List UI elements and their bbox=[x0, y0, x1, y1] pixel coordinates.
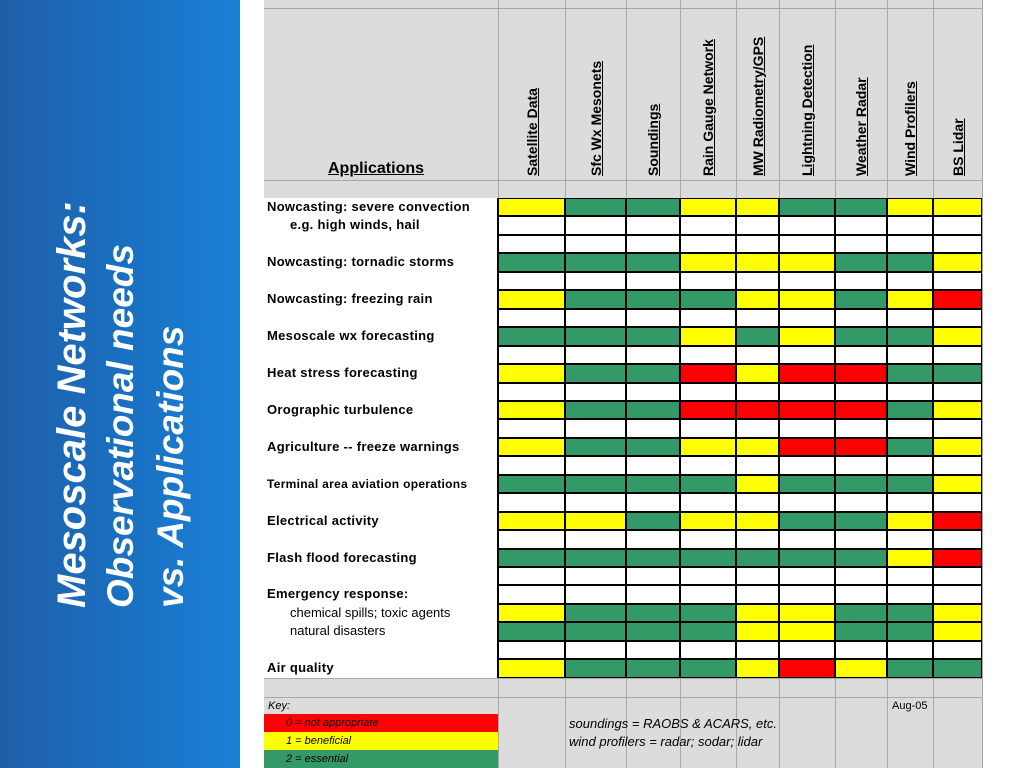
rating-cell bbox=[736, 475, 779, 493]
empty-cell bbox=[933, 567, 982, 585]
empty-cell bbox=[565, 346, 626, 364]
rating-cell bbox=[835, 290, 887, 309]
row-label-cell bbox=[264, 383, 498, 401]
empty-cell bbox=[565, 419, 626, 438]
column-header: Weather Radar bbox=[853, 77, 869, 176]
rating-cell bbox=[933, 475, 982, 493]
row-label: natural disasters bbox=[290, 623, 386, 638]
row-label: Nowcasting: freezing rain bbox=[267, 291, 433, 306]
rating-cell bbox=[736, 198, 779, 216]
empty-cell bbox=[498, 530, 565, 549]
rating-cell bbox=[680, 475, 736, 493]
rating-cell bbox=[565, 364, 626, 383]
empty-cell bbox=[736, 235, 779, 253]
rating-cell bbox=[498, 604, 565, 622]
empty-cell bbox=[498, 419, 565, 438]
rating-cell bbox=[779, 659, 835, 678]
rating-cell bbox=[835, 622, 887, 641]
empty-cell bbox=[779, 567, 835, 585]
rating-cell bbox=[626, 604, 680, 622]
rating-cell bbox=[565, 622, 626, 641]
empty-cell bbox=[933, 530, 982, 549]
empty-cell bbox=[933, 383, 982, 401]
empty-cell bbox=[779, 456, 835, 475]
empty-cell bbox=[565, 456, 626, 475]
empty-cell bbox=[736, 419, 779, 438]
rating-cell bbox=[498, 659, 565, 678]
rating-cell bbox=[565, 327, 626, 346]
rating-cell bbox=[680, 327, 736, 346]
key-text-1: 1 = beneficial bbox=[286, 735, 352, 747]
rating-cell bbox=[887, 327, 933, 346]
rating-cell bbox=[779, 253, 835, 272]
rating-cell bbox=[498, 198, 565, 216]
empty-cell bbox=[680, 272, 736, 290]
rating-cell bbox=[680, 622, 736, 641]
empty-cell bbox=[565, 309, 626, 327]
rating-cell bbox=[736, 438, 779, 456]
key-text-2: 2 = essential bbox=[286, 753, 349, 765]
rating-cell bbox=[887, 604, 933, 622]
empty-cell bbox=[887, 216, 933, 235]
grid-line-horizontal bbox=[264, 697, 982, 698]
empty-cell bbox=[933, 235, 982, 253]
column-header: Soundings bbox=[645, 103, 661, 176]
empty-cell bbox=[887, 530, 933, 549]
rating-cell bbox=[779, 604, 835, 622]
rating-cell bbox=[835, 475, 887, 493]
empty-cell bbox=[498, 272, 565, 290]
empty-cell bbox=[680, 567, 736, 585]
rating-cell bbox=[680, 604, 736, 622]
row-label: Nowcasting: severe convection bbox=[267, 199, 471, 214]
slide-title: Mesoscale Networks: bbox=[50, 201, 94, 608]
row-label: Terminal area aviation operations bbox=[267, 477, 468, 491]
empty-cell bbox=[736, 456, 779, 475]
rating-cell bbox=[933, 604, 982, 622]
rating-cell bbox=[565, 253, 626, 272]
rating-cell bbox=[835, 401, 887, 419]
column-header: Wind Profilers bbox=[902, 81, 918, 176]
rating-cell bbox=[933, 364, 982, 383]
row-label: Orographic turbulence bbox=[267, 402, 414, 417]
empty-cell bbox=[779, 585, 835, 604]
empty-cell bbox=[736, 216, 779, 235]
empty-cell bbox=[779, 419, 835, 438]
rating-cell bbox=[626, 622, 680, 641]
rating-cell bbox=[626, 290, 680, 309]
row-label: Air quality bbox=[267, 660, 334, 675]
empty-cell bbox=[779, 530, 835, 549]
empty-cell bbox=[887, 419, 933, 438]
empty-cell bbox=[680, 456, 736, 475]
rating-cell bbox=[887, 512, 933, 530]
rating-cell bbox=[933, 401, 982, 419]
empty-cell bbox=[887, 456, 933, 475]
rating-cell bbox=[680, 290, 736, 309]
empty-cell bbox=[887, 641, 933, 659]
empty-cell bbox=[498, 567, 565, 585]
rating-cell bbox=[498, 253, 565, 272]
applications-header: Applications bbox=[328, 160, 425, 177]
empty-cell bbox=[835, 419, 887, 438]
rating-cell bbox=[887, 549, 933, 567]
empty-cell bbox=[626, 456, 680, 475]
rating-cell bbox=[680, 659, 736, 678]
empty-cell bbox=[565, 383, 626, 401]
rating-cell bbox=[887, 253, 933, 272]
rating-cell bbox=[736, 512, 779, 530]
empty-cell bbox=[933, 346, 982, 364]
row-label: chemical spills; toxic agents bbox=[290, 605, 451, 620]
rating-cell bbox=[626, 253, 680, 272]
empty-cell bbox=[835, 216, 887, 235]
empty-cell bbox=[498, 493, 565, 512]
rating-cell bbox=[565, 198, 626, 216]
rating-cell bbox=[565, 475, 626, 493]
slide-subtitle-line2: vs. Applications bbox=[150, 325, 191, 608]
column-header: BS Lidar bbox=[949, 118, 966, 176]
rating-cell bbox=[779, 438, 835, 456]
rating-cell bbox=[933, 327, 982, 346]
row-label: Electrical activity bbox=[267, 513, 379, 528]
note-soundings: soundings = RAOBS & ACARS, etc. bbox=[569, 716, 777, 731]
rating-cell bbox=[498, 290, 565, 309]
date-label: Aug-05 bbox=[892, 700, 928, 712]
empty-cell bbox=[779, 383, 835, 401]
rating-cell bbox=[680, 401, 736, 419]
empty-cell bbox=[680, 235, 736, 253]
column-header: Rain Gauge Network bbox=[700, 39, 716, 176]
rating-cell bbox=[933, 253, 982, 272]
empty-cell bbox=[779, 309, 835, 327]
rating-cell bbox=[626, 549, 680, 567]
rating-cell bbox=[565, 290, 626, 309]
rating-cell bbox=[779, 290, 835, 309]
empty-cell bbox=[779, 216, 835, 235]
column-header: MW Radiometry/GPS bbox=[749, 36, 766, 176]
grid-line-horizontal bbox=[264, 180, 982, 181]
empty-cell bbox=[736, 641, 779, 659]
empty-cell bbox=[565, 493, 626, 512]
rating-cell bbox=[626, 364, 680, 383]
grid-line-horizontal bbox=[264, 8, 982, 9]
rating-cell bbox=[736, 622, 779, 641]
empty-cell bbox=[498, 456, 565, 475]
empty-cell bbox=[680, 346, 736, 364]
empty-cell bbox=[887, 585, 933, 604]
rating-cell bbox=[736, 604, 779, 622]
empty-cell bbox=[887, 383, 933, 401]
empty-cell bbox=[835, 346, 887, 364]
empty-cell bbox=[779, 272, 835, 290]
row-label: Flash flood forecasting bbox=[267, 550, 417, 565]
rating-cell bbox=[933, 198, 982, 216]
row-label: Agriculture -- freeze warnings bbox=[267, 439, 460, 454]
empty-cell bbox=[626, 216, 680, 235]
rating-cell bbox=[933, 622, 982, 641]
empty-cell bbox=[736, 272, 779, 290]
rating-cell bbox=[835, 198, 887, 216]
empty-cell bbox=[498, 309, 565, 327]
rating-cell bbox=[835, 253, 887, 272]
rating-cell bbox=[779, 475, 835, 493]
rating-cell bbox=[498, 438, 565, 456]
grid-line-horizontal bbox=[264, 678, 982, 679]
rating-cell bbox=[498, 327, 565, 346]
rating-cell bbox=[565, 401, 626, 419]
empty-cell bbox=[835, 272, 887, 290]
empty-cell bbox=[626, 567, 680, 585]
empty-cell bbox=[736, 493, 779, 512]
rating-cell bbox=[626, 512, 680, 530]
rating-cell bbox=[887, 438, 933, 456]
empty-cell bbox=[933, 216, 982, 235]
rating-cell bbox=[498, 475, 565, 493]
empty-cell bbox=[565, 235, 626, 253]
rating-cell bbox=[498, 512, 565, 530]
rating-cell bbox=[680, 253, 736, 272]
empty-cell bbox=[779, 346, 835, 364]
empty-cell bbox=[736, 383, 779, 401]
empty-cell bbox=[835, 383, 887, 401]
empty-cell bbox=[680, 419, 736, 438]
empty-cell bbox=[498, 216, 565, 235]
empty-cell bbox=[933, 493, 982, 512]
rating-cell bbox=[498, 401, 565, 419]
empty-cell bbox=[779, 235, 835, 253]
rating-cell bbox=[498, 622, 565, 641]
empty-cell bbox=[887, 346, 933, 364]
empty-cell bbox=[835, 235, 887, 253]
column-header: Sfc Wx Mesonets bbox=[587, 60, 604, 176]
rating-cell bbox=[565, 659, 626, 678]
empty-cell bbox=[736, 567, 779, 585]
rating-cell bbox=[933, 512, 982, 530]
rating-cell bbox=[933, 438, 982, 456]
empty-cell bbox=[887, 493, 933, 512]
grid-line-vertical bbox=[982, 0, 983, 768]
rating-cell bbox=[835, 364, 887, 383]
rating-cell bbox=[736, 659, 779, 678]
row-label-cell bbox=[264, 235, 498, 253]
empty-cell bbox=[680, 493, 736, 512]
rating-cell bbox=[835, 327, 887, 346]
empty-cell bbox=[498, 346, 565, 364]
rating-cell bbox=[887, 622, 933, 641]
empty-cell bbox=[835, 585, 887, 604]
rating-cell bbox=[887, 290, 933, 309]
row-label-cell bbox=[264, 419, 498, 438]
row-label-cell bbox=[264, 641, 498, 659]
empty-cell bbox=[680, 309, 736, 327]
rating-cell bbox=[736, 253, 779, 272]
rating-cell bbox=[680, 512, 736, 530]
empty-cell bbox=[835, 530, 887, 549]
rating-cell bbox=[680, 438, 736, 456]
row-label: e.g. high winds, hail bbox=[290, 217, 420, 232]
empty-cell bbox=[626, 309, 680, 327]
row-label-cell bbox=[264, 567, 498, 585]
key-label: Key: bbox=[268, 700, 291, 712]
empty-cell bbox=[626, 493, 680, 512]
empty-cell bbox=[626, 641, 680, 659]
empty-cell bbox=[498, 585, 565, 604]
empty-cell bbox=[626, 419, 680, 438]
empty-cell bbox=[626, 346, 680, 364]
key-text-0: 0 = not appropriate bbox=[286, 717, 379, 729]
empty-cell bbox=[835, 567, 887, 585]
empty-cell bbox=[565, 567, 626, 585]
rating-cell bbox=[680, 198, 736, 216]
rating-cell bbox=[626, 401, 680, 419]
rating-cell bbox=[736, 327, 779, 346]
rating-cell bbox=[887, 198, 933, 216]
rating-cell bbox=[779, 549, 835, 567]
rating-cell bbox=[835, 549, 887, 567]
empty-cell bbox=[835, 493, 887, 512]
rating-cell bbox=[835, 438, 887, 456]
rating-cell bbox=[565, 512, 626, 530]
empty-cell bbox=[835, 641, 887, 659]
rating-cell bbox=[736, 549, 779, 567]
row-label-cell bbox=[264, 530, 498, 549]
empty-cell bbox=[835, 309, 887, 327]
empty-cell bbox=[933, 419, 982, 438]
slide-subtitle-line1: Observational needs bbox=[100, 244, 141, 608]
rating-cell bbox=[779, 327, 835, 346]
empty-cell bbox=[565, 216, 626, 235]
empty-cell bbox=[835, 456, 887, 475]
empty-cell bbox=[626, 585, 680, 604]
empty-cell bbox=[933, 309, 982, 327]
empty-cell bbox=[565, 641, 626, 659]
rating-cell bbox=[626, 198, 680, 216]
rating-cell bbox=[680, 364, 736, 383]
rating-cell bbox=[887, 364, 933, 383]
rating-cell bbox=[626, 327, 680, 346]
column-header: Satellite Data bbox=[523, 88, 540, 176]
rating-cell bbox=[835, 512, 887, 530]
empty-cell bbox=[565, 585, 626, 604]
empty-cell bbox=[498, 235, 565, 253]
empty-cell bbox=[933, 456, 982, 475]
column-header: Lightning Detection bbox=[799, 44, 815, 176]
rating-cell bbox=[736, 290, 779, 309]
row-label-cell bbox=[264, 309, 498, 327]
row-label: Emergency response: bbox=[267, 586, 409, 601]
rating-cell bbox=[779, 512, 835, 530]
empty-cell bbox=[736, 309, 779, 327]
empty-cell bbox=[680, 641, 736, 659]
rating-cell bbox=[933, 659, 982, 678]
rating-cell bbox=[933, 290, 982, 309]
rating-cell bbox=[626, 659, 680, 678]
rating-cell bbox=[626, 475, 680, 493]
rating-cell bbox=[887, 659, 933, 678]
rating-cell bbox=[779, 401, 835, 419]
empty-cell bbox=[887, 567, 933, 585]
empty-cell bbox=[736, 530, 779, 549]
empty-cell bbox=[626, 272, 680, 290]
empty-cell bbox=[933, 585, 982, 604]
rating-cell bbox=[835, 659, 887, 678]
empty-cell bbox=[779, 641, 835, 659]
rating-cell bbox=[835, 604, 887, 622]
empty-cell bbox=[680, 585, 736, 604]
empty-cell bbox=[736, 585, 779, 604]
empty-cell bbox=[736, 346, 779, 364]
empty-cell bbox=[626, 530, 680, 549]
row-label: Nowcasting: tornadic storms bbox=[267, 254, 455, 269]
rating-cell bbox=[498, 364, 565, 383]
rating-cell bbox=[736, 401, 779, 419]
row-label-cell bbox=[264, 346, 498, 364]
rating-cell bbox=[887, 401, 933, 419]
rating-cell bbox=[779, 622, 835, 641]
rating-cell bbox=[779, 364, 835, 383]
rating-cell bbox=[565, 604, 626, 622]
row-label-cell bbox=[264, 493, 498, 512]
empty-cell bbox=[887, 235, 933, 253]
rating-cell bbox=[565, 549, 626, 567]
row-label: Heat stress forecasting bbox=[267, 365, 418, 380]
empty-cell bbox=[680, 530, 736, 549]
empty-cell bbox=[933, 641, 982, 659]
row-label: Mesoscale wx forecasting bbox=[267, 328, 435, 343]
rating-cell bbox=[680, 549, 736, 567]
rating-cell bbox=[565, 438, 626, 456]
row-label-cell bbox=[264, 456, 498, 475]
rating-cell bbox=[626, 438, 680, 456]
rating-cell bbox=[779, 198, 835, 216]
empty-cell bbox=[887, 309, 933, 327]
empty-cell bbox=[680, 383, 736, 401]
rating-cell bbox=[933, 549, 982, 567]
rating-cell bbox=[736, 364, 779, 383]
empty-cell bbox=[887, 272, 933, 290]
note-wind-profilers: wind profilers = radar; sodar; lidar bbox=[569, 734, 763, 749]
empty-cell bbox=[680, 216, 736, 235]
spreadsheet-table bbox=[264, 0, 982, 768]
empty-cell bbox=[498, 641, 565, 659]
empty-cell bbox=[626, 383, 680, 401]
empty-cell bbox=[565, 530, 626, 549]
empty-cell bbox=[779, 493, 835, 512]
rating-cell bbox=[498, 549, 565, 567]
rating-cell bbox=[887, 475, 933, 493]
empty-cell bbox=[933, 272, 982, 290]
empty-cell bbox=[565, 272, 626, 290]
empty-cell bbox=[626, 235, 680, 253]
row-label-cell bbox=[264, 272, 498, 290]
empty-cell bbox=[498, 383, 565, 401]
